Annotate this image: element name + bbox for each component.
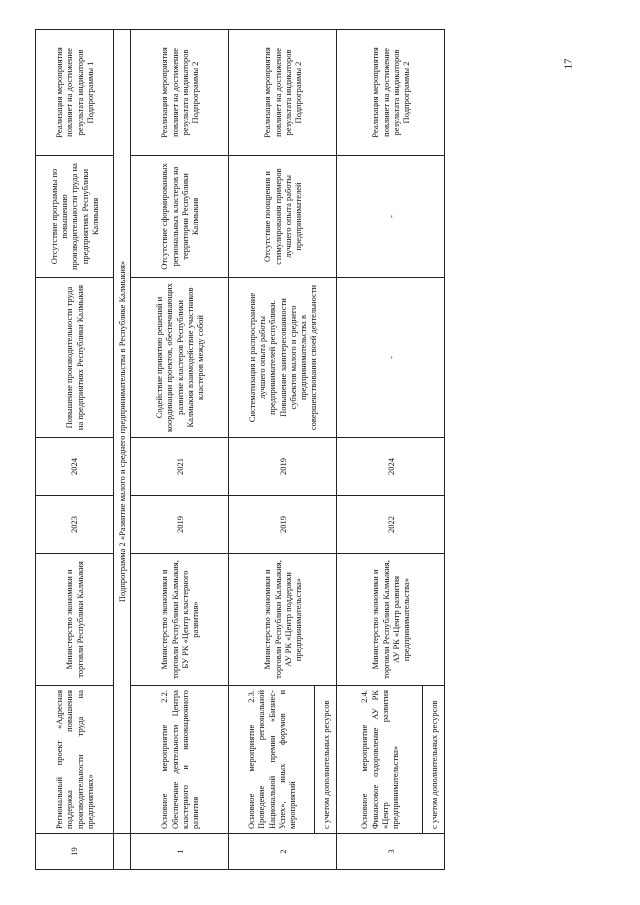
subprogram-header-row bbox=[114, 30, 131, 870]
consequence: Отсутствие сформированных региональных кластеров на территории Республики Калмыкия bbox=[131, 156, 229, 278]
measure-name: Основное мероприятие 2.4. Финансовое оздоровление АУ РК «Центр развития предпринимательства» bbox=[337, 686, 423, 834]
measure-name: Основное мероприятие 2.3. Проведение региональной Национальной премии «Бизнес-Успех», иных форумов и мероприятий bbox=[229, 686, 315, 834]
expected-result: - bbox=[337, 278, 445, 438]
expected-result: Содействие принятию решений и координации проектов, обеспечивающих развитие кластеров Республики Калмыкия взаимодействие участников кластеров между собой bbox=[131, 278, 229, 438]
start-year: 2019 bbox=[131, 496, 229, 554]
consequence: Отсутствие поощрения и стимулирования примеров лучшего опыта работы предпринимателей bbox=[229, 156, 337, 278]
start-year: 2019 bbox=[229, 496, 337, 554]
expected-result: Систематизация и распространение лучшего опыта работы предпринимателей республики. Повышение заинтересованности субъектов малого и среднего предпринимательства в совершенствовании своей деятельности bbox=[229, 278, 337, 438]
additional-resources-label: с учетом дополнительных ресурсов bbox=[423, 686, 445, 834]
page-number: 17 bbox=[562, 58, 575, 70]
start-year: 2022 bbox=[337, 496, 445, 554]
consequence: Отсутствие программы по повышению производительности труда на предприятиях Республики Калмыкия bbox=[36, 156, 114, 278]
table-row-19 bbox=[36, 30, 114, 870]
row-number: 19 bbox=[36, 834, 114, 870]
table-row-3 bbox=[337, 30, 423, 870]
end-year: 2024 bbox=[36, 438, 114, 496]
indicator-link: Реализация мероприятия повлияет на достижение результата индикаторов Подпрограммы 2 bbox=[337, 30, 445, 156]
end-year: 2024 bbox=[337, 438, 445, 496]
indicator-link: Реализация мероприятия повлияет на достижение результата индикаторов Подпрограммы 1 bbox=[36, 30, 114, 156]
consequence: - bbox=[337, 156, 445, 278]
end-year: 2019 bbox=[229, 438, 337, 496]
indicator-link: Реализация мероприятия повлияет на достижение результата индикаторов Подпрограммы 2 bbox=[131, 30, 229, 156]
measures-table bbox=[35, 29, 445, 870]
executor: Министерство экономики и торговли Республики Калмыкия, АУ РК «Центр развития предпринимательства» bbox=[337, 554, 445, 686]
measure-name: Основное мероприятие 2.2. Обеспечение деятельности Центра кластерного и инновационного развития bbox=[131, 686, 229, 834]
rotated-table-wrapper bbox=[35, 30, 465, 870]
subprogram-title: Подпрограмма 2 «Развитие малого и среднего предпринимательства в Республике Калмыкия» bbox=[114, 30, 131, 834]
executor: Министерство экономики и торговли Республики Калмыкия, АУ РК «Центр поддержки предпринимательства» bbox=[229, 554, 337, 686]
indicator-link: Реализация мероприятия повлияет на достижение результата индикаторов Подпрограммы 2 bbox=[229, 30, 337, 156]
end-year: 2021 bbox=[131, 438, 229, 496]
row-number: 1 bbox=[131, 834, 229, 870]
executor: Министерство экономики и торговли Республики Калмыкия bbox=[36, 554, 114, 686]
row-number: 3 bbox=[337, 834, 445, 870]
row-number: 2 bbox=[229, 834, 337, 870]
measure-name: Региональный проект «Адресная поддержка повышения производительности труда на предприятиях» bbox=[36, 686, 114, 834]
start-year: 2023 bbox=[36, 496, 114, 554]
table-row-2 bbox=[229, 30, 315, 870]
additional-resources-label: с учетом дополнительных ресурсов bbox=[315, 686, 337, 834]
table-row-1 bbox=[131, 30, 229, 870]
executor: Министерство экономики и торговли Республики Калмыкия, БУ РК «Центр кластерного развития» bbox=[131, 554, 229, 686]
expected-result: Повышение производительности труда на предприятиях Республики Калмыкия bbox=[36, 278, 114, 438]
